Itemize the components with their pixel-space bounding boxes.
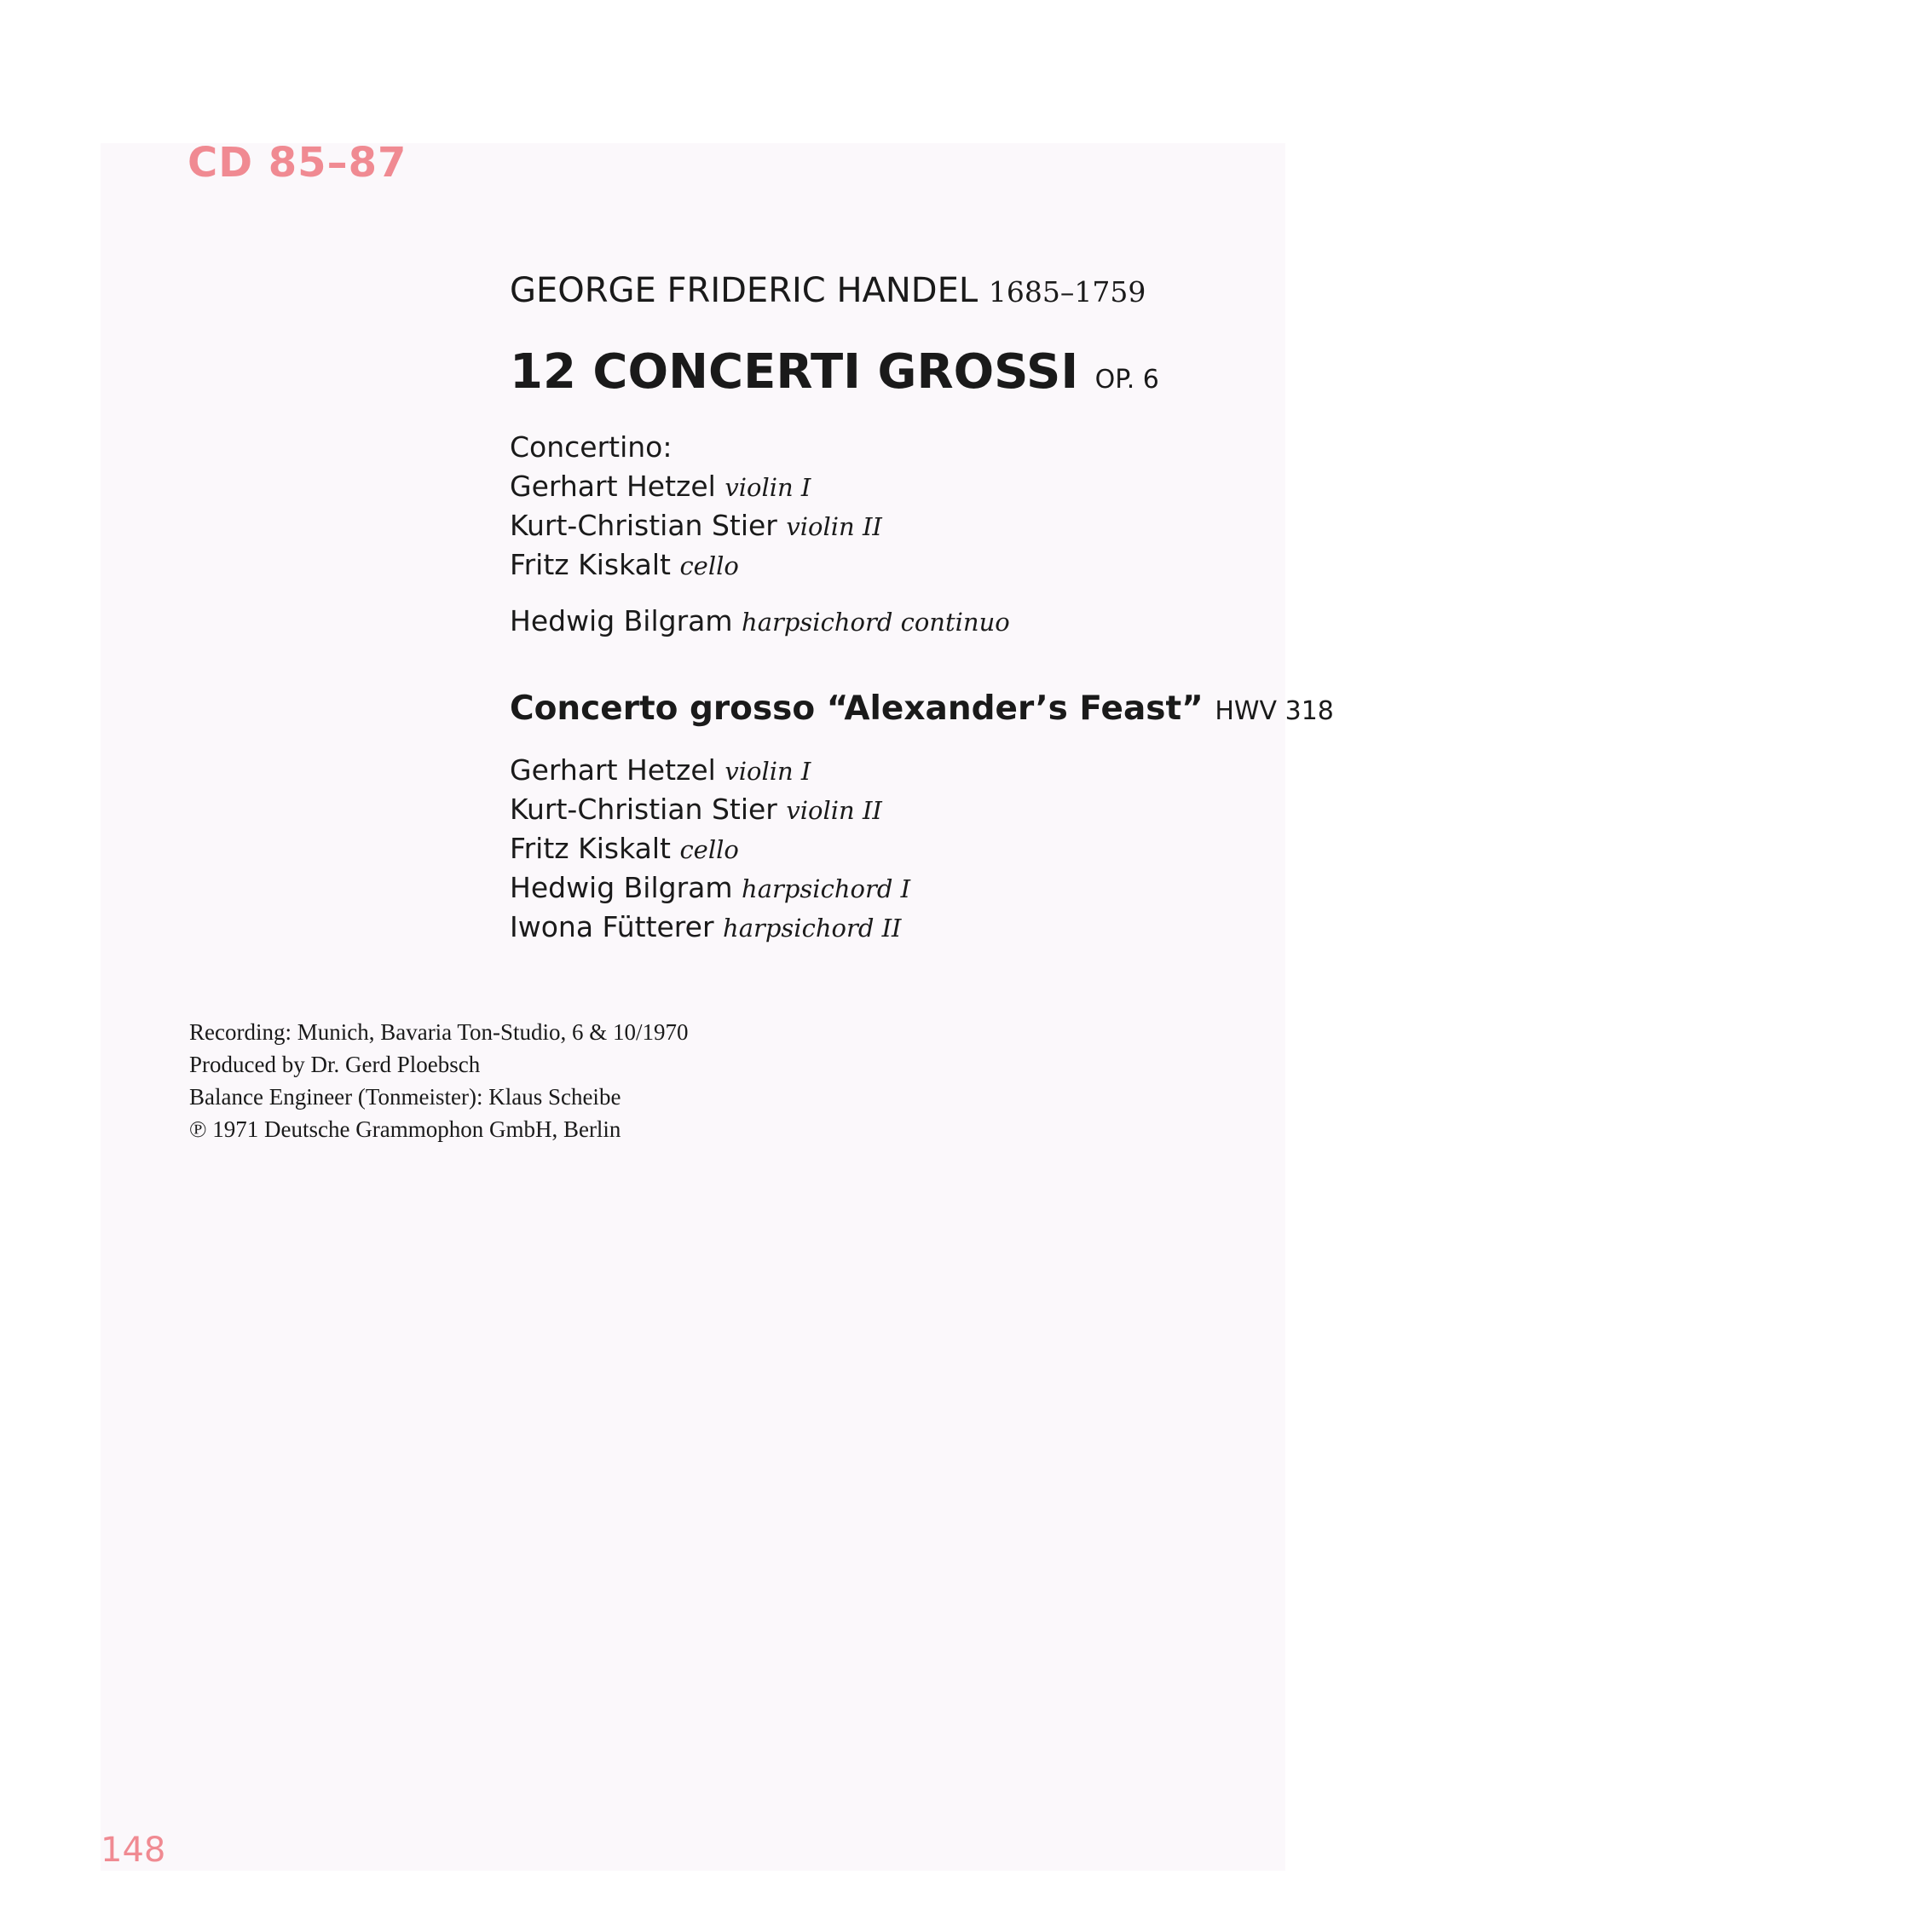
performer-row [510,790,910,829]
alexanders-feast-title-text: Concerto grosso “Alexander’s Feast” [510,689,1204,728]
page-number: 148 [101,1831,166,1870]
performer-row [510,751,910,790]
performer-name: Gerhart Hetzel [510,470,716,503]
performer-role: violin I [724,473,811,502]
composer-dates: 1685–1759 [988,275,1146,309]
performer-row [510,506,882,545]
alexanders-feast-catalogue: HWV 318 [1215,696,1334,726]
work-opus: OP. 6 [1094,365,1159,395]
performer-row [510,545,882,585]
concertino-list [510,428,882,585]
performer-role: cello [679,551,739,580]
credit-line: Balance Engineer (Tonmeister): Klaus Scheibe [189,1084,621,1110]
concertino-heading: Concertino: [510,430,673,464]
performer-row [510,829,910,868]
continuo-line [510,602,1010,641]
work-title-text: 12 CONCERTI GROSSI [510,344,1079,400]
alexanders-feast-performers [510,751,910,947]
recording-credits [189,1016,689,1145]
credit-line: Produced by Dr. Gerd Ploebsch [189,1052,481,1077]
performer-name: Hedwig Bilgram [510,871,733,904]
credit-line: ℗ 1971 Deutsche Grammophon GmbH, Berlin [189,1116,621,1142]
alexanders-feast-title [510,689,1334,728]
performer-role: violin II [786,796,882,825]
performer-name: Gerhart Hetzel [510,753,716,787]
performer-row [510,602,1010,641]
performer-role: harpsichord continuo [742,608,1010,637]
performer-row [510,467,882,506]
performer-name: Kurt-Christian Stier [510,509,777,542]
cd-label: CD 85–87 [188,139,407,187]
booklet-page [101,143,1285,1871]
performer-name: Kurt-Christian Stier [510,793,777,826]
performer-role: violin I [724,757,811,786]
performer-name: Fritz Kiskalt [510,832,671,865]
performer-role: harpsichord I [742,874,911,903]
performer-row [510,908,910,947]
performer-name: Hedwig Bilgram [510,604,733,637]
performer-role: harpsichord II [723,914,902,943]
performer-role: cello [679,835,739,864]
composer-heading [510,271,1146,310]
performer-name: Fritz Kiskalt [510,548,671,581]
performer-role: violin II [786,512,882,541]
performer-name: Iwona Fütterer [510,910,714,943]
composer-name: GEORGE FRIDERIC HANDEL [510,271,978,310]
credit-line: Recording: Munich, Bavaria Ton-Studio, 6 & 10/1970 [189,1019,689,1045]
performer-row [510,868,910,908]
work-title [510,344,1159,400]
